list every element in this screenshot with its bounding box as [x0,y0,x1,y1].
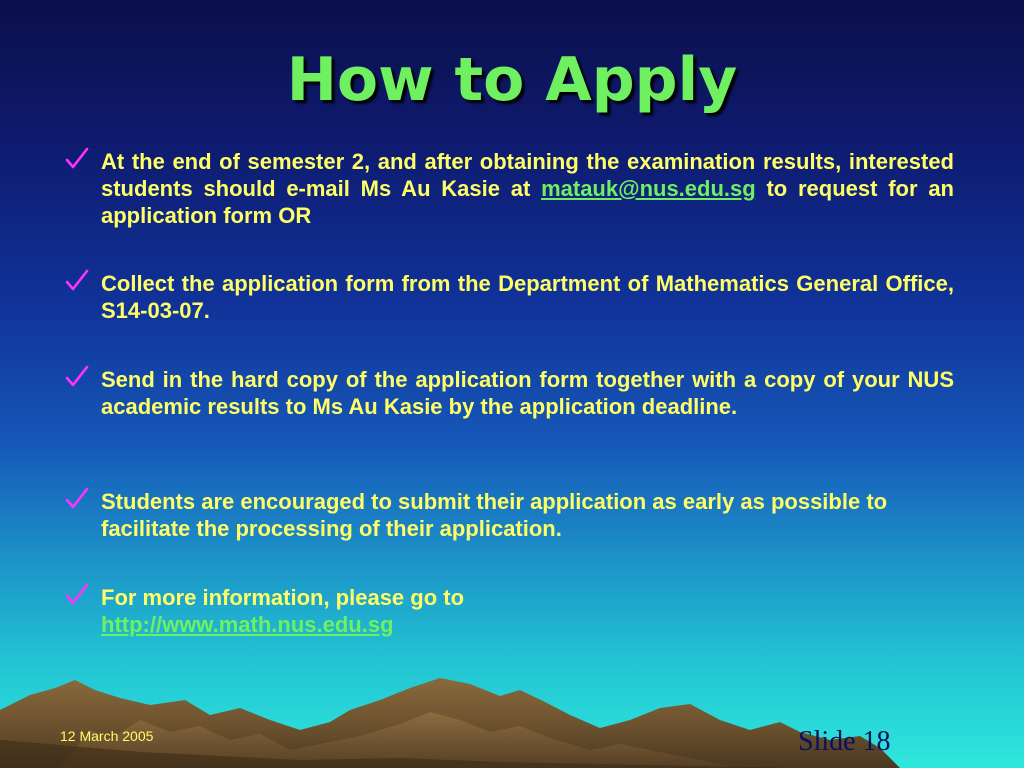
footer-date: 12 March 2005 [60,728,154,744]
checkmark-icon [64,364,90,390]
checkmark-icon [64,146,90,172]
bullet-text: Collect the application form from the Department of Mathematics General Office, S14-03-07. [101,271,954,323]
checkmark-icon [64,268,90,294]
checkmark-icon [64,486,90,512]
bullet-text: to request for an application form OR [101,176,954,228]
bullet-item-collect [64,270,954,324]
slide-number: Slide 18 [798,726,891,757]
email-link[interactable]: matauk@nus.edu.sg [541,176,756,201]
bullet-item-more-info [64,584,464,638]
bullet-item-email [64,148,954,229]
slide-title: How to Apply [286,45,738,115]
bullet-text: Send in the hard copy of the application form together with a copy of your NUS academic results to Ms Au Kasie by the application deadline. [101,367,954,419]
bullet-item-send [64,366,954,420]
bullet-item-encourage [64,488,931,542]
checkmark-icon [64,582,90,608]
bullet-text: For more information, please go to [101,585,465,610]
bullet-text: Students are encouraged to submit their application as early as possible to facilitate the processing of their application. [101,489,888,541]
website-link[interactable]: http://www.math.nus.edu.sg [101,612,394,637]
bullet-text: At the end of semester 2, and after obtaining the examination results, interested students should e-mail Ms Au Kasie at [101,149,954,201]
